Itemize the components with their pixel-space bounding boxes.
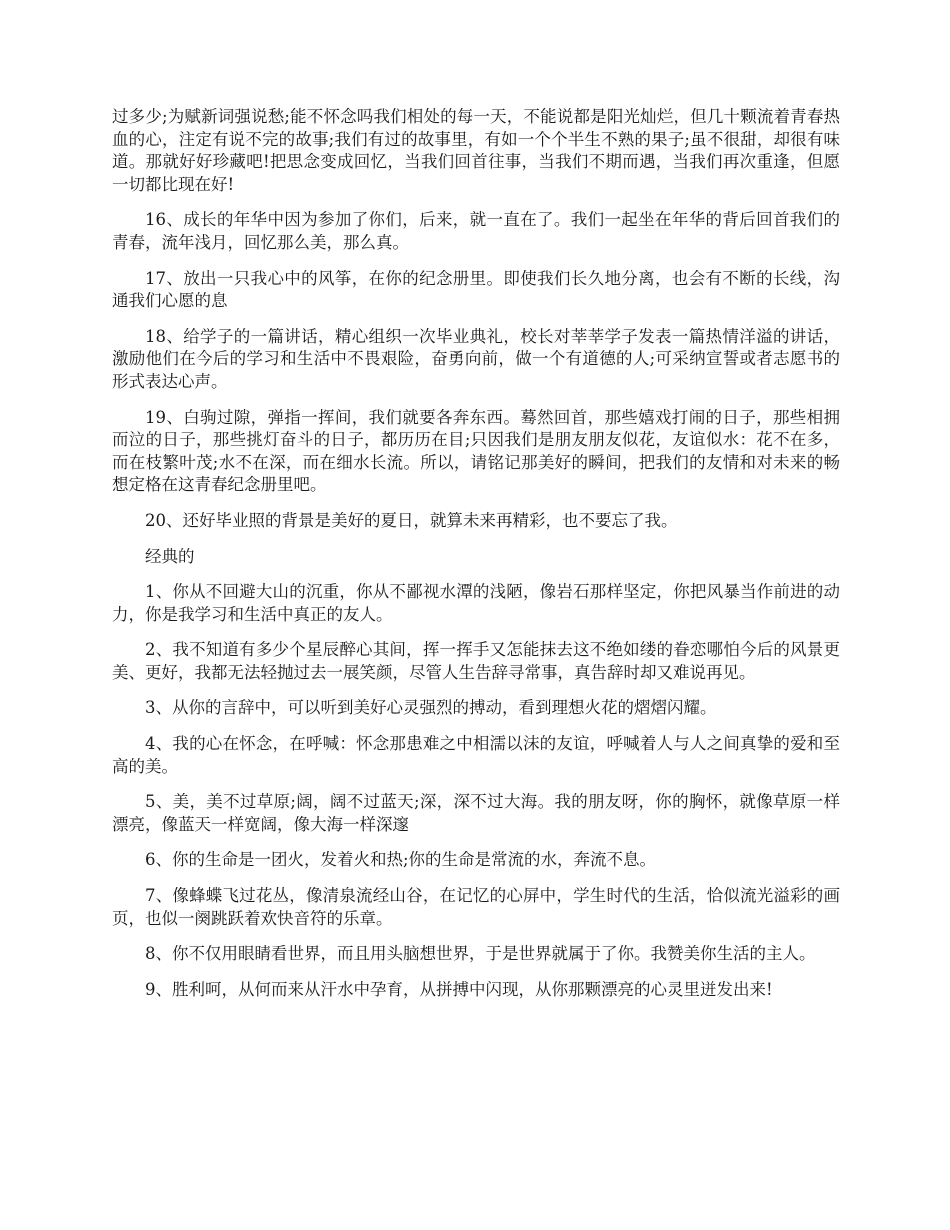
paragraph-item-8: 8、你不仅用眼睛看世界，而且用头脑想世界，于是世界就属于了你。我赞美你生活的主人。 — [145, 944, 816, 964]
paragraph-item-7: 7、像蜂蝶飞过花丛，像清泉流经山谷，在记忆的心屏中，学生时代的生活，恰似流光溢彩的画页，也似一阕跳跃着欢快音符的乐章。 — [112, 886, 840, 928]
paragraph-item-6: 6、你的生命是一团火，发着火和热;你的生命是常流的水，奔流不息。 — [145, 850, 657, 870]
paragraph-item-9: 9、胜利呵，从何而来从汗水中孕育，从拼搏中闪现，从你那颗漂亮的心灵里迸发出来! — [145, 979, 773, 999]
paragraph-item-19: 19、白驹过隙，弹指一挥间，我们就要各奔东西。蓦然回首，那些嬉戏打闹的日子，那些相拥而泣的日子，那些挑灯奋斗的日子，都历历在目;只因我们是朋友朋友似花，友谊似水：花不在多，而在枝繁叶茂;水不在深，而在细水长流。所以，请铭记那美好的瞬间，把我们的友情和对未来的畅想定格在这青春纪念册里吧。 — [112, 407, 840, 495]
paragraph-item-20: 20、还好毕业照的背景是美好的夏日，就算未来再精彩，也不要忘了我。 — [145, 510, 678, 530]
paragraph-item-4: 4、我的心在怀念，在呼喊：怀念那患难之中相濡以沫的友谊，呼喊着人与人之间真挚的爱和至高的美。 — [112, 734, 840, 776]
paragraph-item-17: 17、放出一只我心中的风筝，在你的纪念册里。即使我们长久地分离，也会有不断的长线，沟通我们心愿的息 — [112, 268, 840, 311]
paragraph-item-5: 5、美，美不过草原;阔，阔不过蓝天;深，深不过大海。我的朋友呀，你的胸怀，就像草原一样漂亮，像蓝天一样宽阔，像大海一样深邃 — [112, 792, 840, 834]
document-body — [112, 106, 840, 1014]
paragraph-item-18: 18、给学子的一篇讲话，精心组织一次毕业典礼，校长对莘莘学子发表一篇热情洋溢的讲话，激励他们在今后的学习和生活中不畏艰险，奋勇向前，做一个有道德的人;可采纳宣誓或者志愿书的形式表达心声。 — [112, 326, 840, 391]
section-heading: 经典的 — [145, 546, 195, 566]
paragraph-continuation: 过多少;为赋新词强说愁;能不怀念吗我们相处的每一天，不能说都是阳光灿烂，但几十颗流着青春热血的心，注定有说不完的故事;我们有过的故事里，有如一个个半生不熟的果子;虽不很甜，却很有味道。那就好好珍藏吧!把思念变成回忆，当我们回首往事，当我们不期而遇，当我们再次重逢，但愿一切都比现在好! — [112, 107, 840, 194]
paragraph-item-1: 1、你从不回避大山的沉重，你从不鄙视水潭的浅陋，像岩石那样坚定，你把风暴当作前进的动力，你是我学习和生活中真正的友人。 — [112, 582, 840, 624]
paragraph-item-16: 16、成长的年华中因为参加了你们，后来，就一直在了。我们一起坐在年华的背后回首我们的青春，流年浅月，回忆那么美，那么真。 — [112, 210, 840, 252]
paragraph-item-3: 3、从你的言辞中，可以听到美好心灵强烈的搏动，看到理想火花的熠熠闪耀。 — [145, 698, 717, 718]
paragraph-item-2: 2、我不知道有多少个星辰醉心其间，挥一挥手又怎能抹去这不绝如缕的眷恋哪怕今后的风景更美、更好，我都无法轻抛过去一展笑颜，尽管人生告辞寻常事，真告辞时却又难说再见。 — [112, 640, 840, 682]
